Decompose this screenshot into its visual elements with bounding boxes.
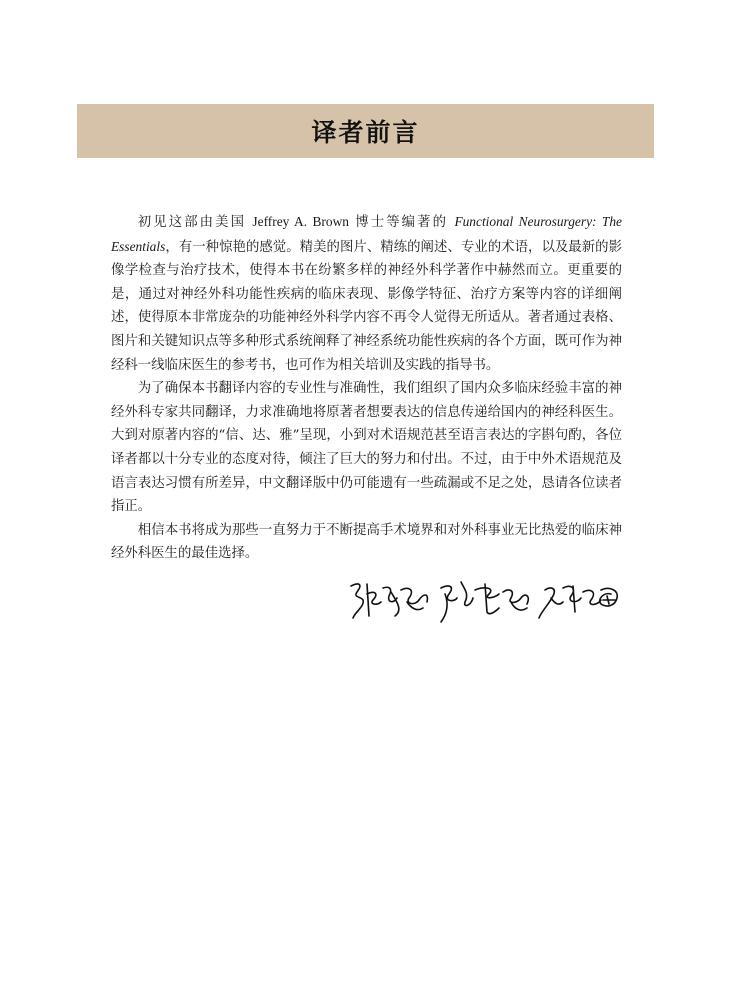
signature-2 (441, 582, 528, 622)
paragraph-2: 为了确保本书翻译内容的专业性与准确性，我们组织了国内众多临床经验丰富的神经外科专家共同翻译，力求准确地将原著者想要表达的信息传递给国内的神经科医生。大到对原著内容的“信、达、雅”呈现，小到对术语规范甚至语言表达的字斟句酌，各位译者都以十分专业的态度对待，倾注了巨大的努力和付出。不过，由于中外术语规范及语言表达习惯有所差异，中文翻译版中仍可能遗有一些疏漏或不足之处，恳请各位读者指正。 (111, 381, 622, 515)
paragraph-3: 相信本书将成为那些一直努力于不断提高手术境界和对外科事业无比热爱的临床神经外科医生的最佳选择。 (111, 522, 622, 562)
paragraph-1-mid: 博士等编著的 (348, 215, 455, 230)
paragraph-1 (111, 210, 622, 377)
translator-signatures (345, 572, 625, 628)
paragraph-1-rest: ，有一种惊艳的感觉。精美的图片、精练的阐述、专业的术语，以及最新的影像学检查与治疗技术，使得本书在纷繁多样的神经外科学著作中赫然而立。更重要的是，通过对神经外科功能性疾病的临床表现、影像学特征、治疗方案等内容的详细阐述，使得原本非常庞杂的功能神经外科学内容不再令人觉得无所适从。著者通过表格、图片和关键知识点等多种形式系统阐释了神经系统功能性疾病的各个方面，既可作为神经科一线临床医生的参考书，也可作为相关培训及实践的指导书。 (111, 239, 622, 373)
preface-body (111, 210, 622, 566)
paragraph-1-lead: 初见这部由美国 (137, 215, 253, 230)
heading-band (77, 104, 654, 158)
author-name: Jeffrey A. Brown (252, 214, 349, 229)
page-title: 译者前言 (311, 118, 420, 147)
signature-3 (539, 586, 617, 618)
book-title: Functional Neurosurgery: The Essentials (111, 214, 622, 254)
signature-1 (351, 584, 427, 618)
